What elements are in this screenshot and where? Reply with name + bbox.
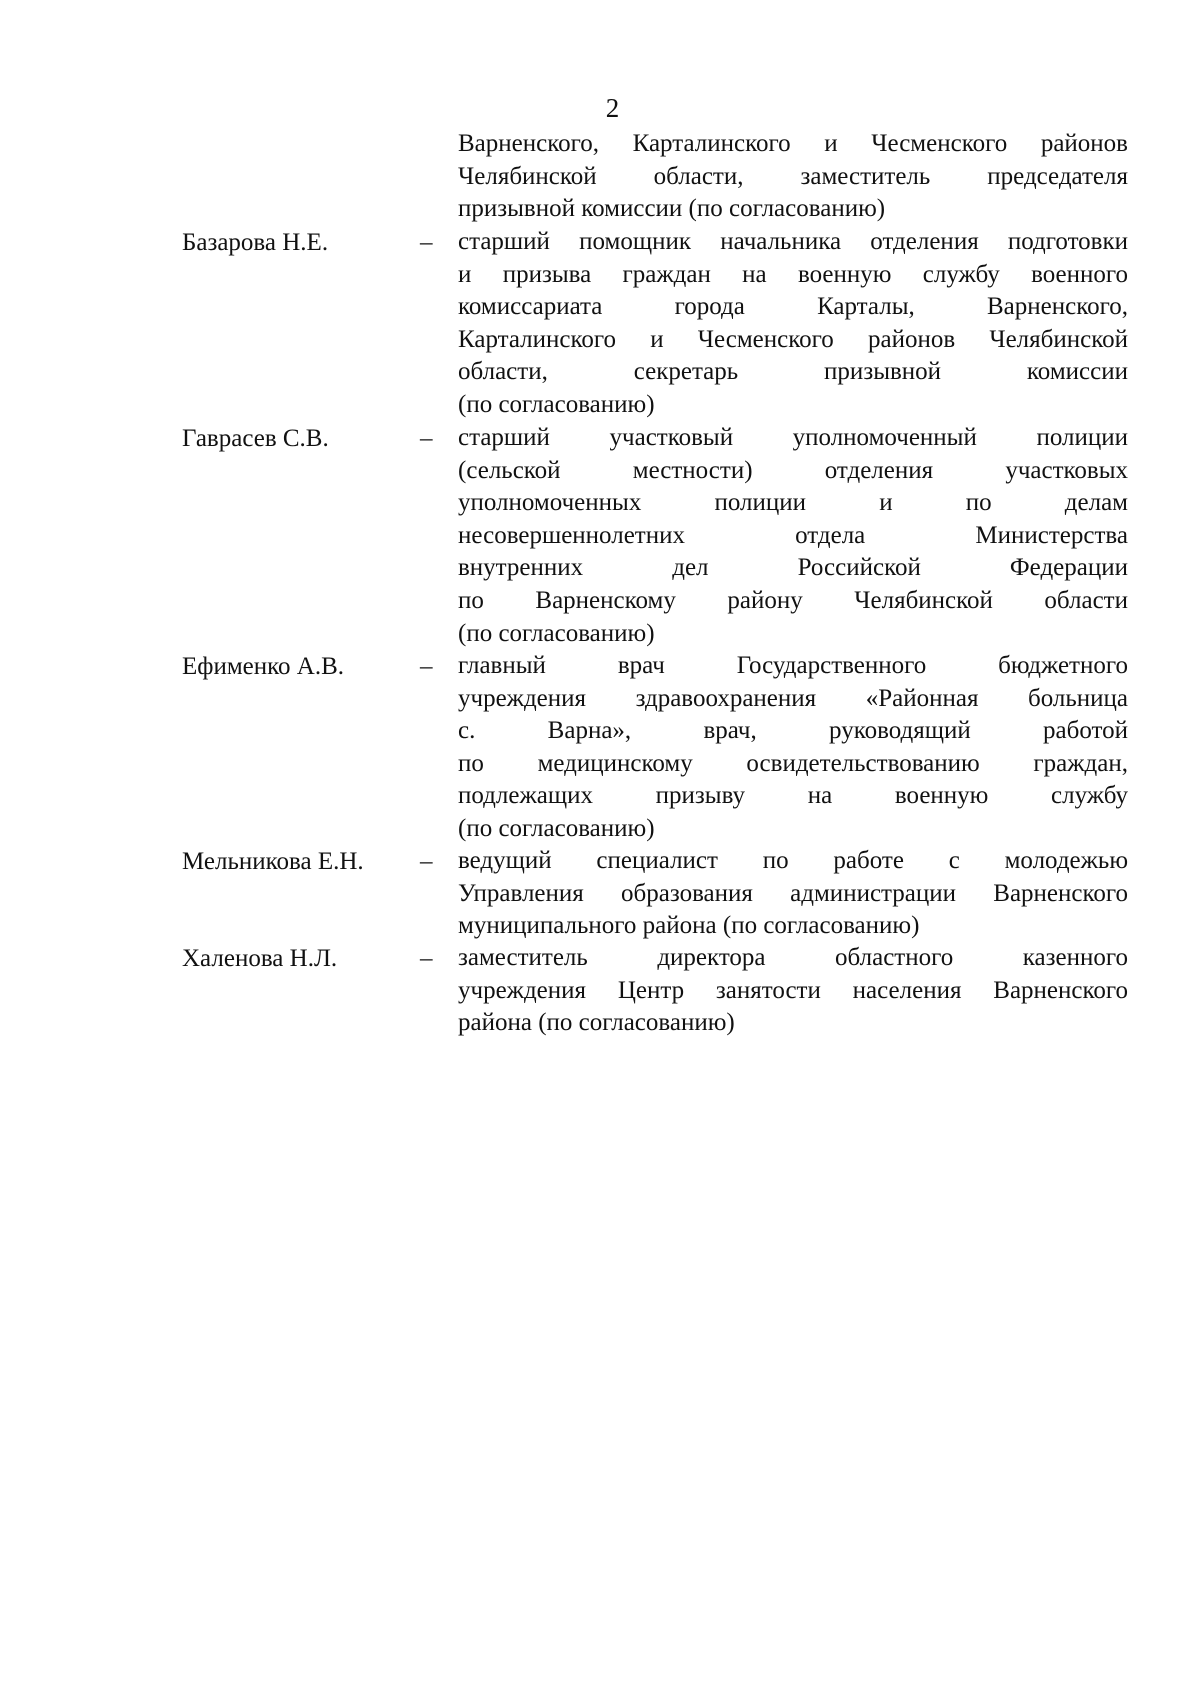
description-line: с. Варна», врач, руководящий работой — [458, 717, 1128, 745]
description-line: главный врач Государственного бюджетного — [458, 652, 1128, 679]
dash-separator: – — [420, 653, 433, 680]
description-line: района (по согласованию) — [458, 1009, 735, 1037]
description-line: подлежащих призыву на военную службу — [458, 782, 1128, 810]
description-line: области, секретарь призывной комиссии — [458, 358, 1128, 386]
description-line: Челябинской области, заместитель председателя — [458, 162, 1128, 190]
dash-separator: – — [420, 848, 433, 875]
member-name: Ефименко А.В. — [182, 653, 344, 680]
description-line: заместитель директора областного казенного — [458, 944, 1128, 971]
description-line: комиссариата города Карталы, Варненского, — [458, 293, 1128, 321]
description-line: внутренних дел Российской Федерации — [458, 554, 1128, 582]
page-number: 2 — [605, 93, 620, 123]
dash-separator: – — [420, 945, 433, 972]
member-name: Базарова Н.Е. — [182, 229, 329, 256]
description-line: по медицинскому освидетельствованию граждан, — [458, 749, 1128, 777]
continuation-description — [458, 128, 1128, 226]
description-line: учреждения здравоохранения «Районная больница — [458, 684, 1128, 712]
member-name: Гаврасев С.В. — [182, 425, 329, 452]
description-line: призывной комиссии (по согласованию) — [458, 195, 886, 223]
member-description — [458, 422, 1128, 650]
description-line: учреждения Центр занятости населения Варненского — [458, 976, 1128, 1004]
member-description — [458, 845, 1128, 943]
description-line: (по согласованию) — [458, 619, 655, 647]
description-line: старший участковый уполномоченный полиции — [458, 424, 1128, 451]
description-line: (сельской местности) отделения участковых — [458, 456, 1128, 484]
description-line: несовершеннолетних отдела Министерства — [458, 521, 1128, 549]
description-line: и призыва граждан на военную службу военного — [458, 260, 1128, 288]
member-description — [458, 226, 1128, 422]
description-line: Варненского, Карталинского и Чесменского районов — [458, 130, 1128, 157]
member-name: Халенова Н.Л. — [182, 945, 338, 972]
description-line: старший помощник начальника отделения подготовки — [458, 228, 1128, 255]
description-line: (по согласованию) — [458, 390, 655, 418]
description-line: муниципального района (по согласованию) — [458, 912, 920, 940]
description-line: Управления образования администрации Варненского — [458, 879, 1128, 907]
dash-separator: – — [420, 425, 433, 452]
description-line: Карталинского и Чесменского районов Челябинской — [458, 325, 1128, 353]
description-line: уполномоченных полиции и по делам — [458, 489, 1128, 517]
description-line: по Варненскому району Челябинской области — [458, 586, 1128, 614]
description-line: ведущий специалист по работе с молодежью — [458, 847, 1128, 874]
member-description — [458, 942, 1128, 1040]
member-name: Мельникова Е.Н. — [182, 848, 364, 875]
dash-separator: – — [420, 229, 433, 256]
member-description — [458, 650, 1128, 846]
description-line: (по согласованию) — [458, 814, 655, 842]
